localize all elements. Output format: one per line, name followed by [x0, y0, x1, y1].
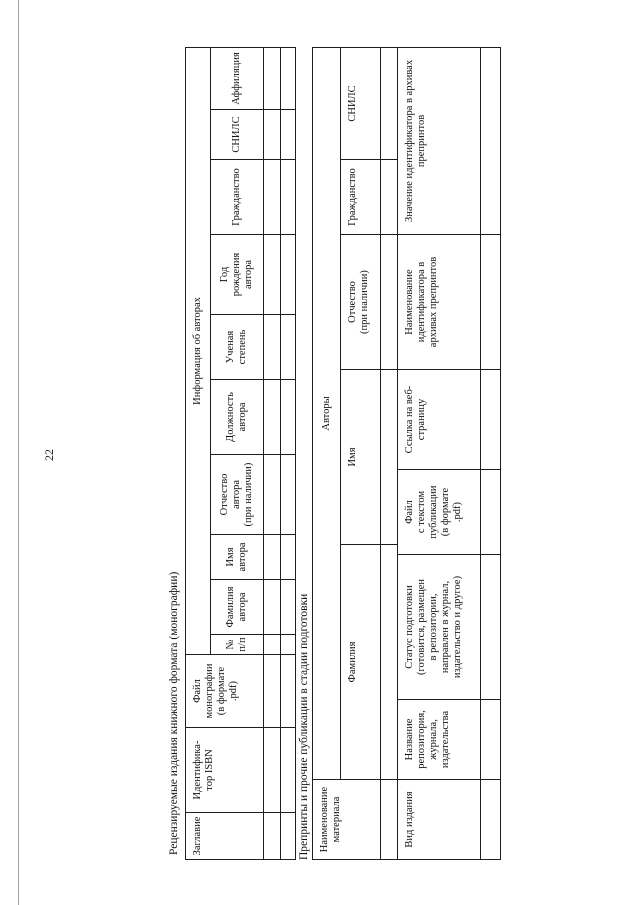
col-header-birth-year: Год рождения автора: [211, 235, 264, 315]
col-header-material-name: Наименование материала: [313, 780, 381, 860]
col-header-isbn: Идентифика- тор ISBN: [186, 728, 264, 813]
header-row: [398, 47, 481, 859]
col-header-first-name: Имя автора: [211, 535, 264, 580]
table-cell-empty: [481, 470, 501, 555]
preprints-table: [312, 47, 501, 860]
table-cell-empty: [281, 728, 296, 813]
col-header-snils: СНИЛС: [341, 47, 381, 159]
col-header-patronymic: Отчество (при наличии): [341, 235, 381, 370]
table-cell-empty: [481, 47, 501, 234]
col-header-publication-type: Вид издания: [398, 780, 481, 860]
table-row: [381, 47, 398, 859]
col-header-title: Заглавие: [186, 813, 264, 860]
col-header-authors-info: Информация об авторах: [186, 47, 211, 654]
header-row: [186, 47, 211, 859]
table-row: [481, 47, 501, 859]
table-cell-empty: [264, 580, 281, 635]
col-header-surname: Фамилия: [341, 545, 381, 780]
col-header-web-link: Ссылка на веб- страницу: [398, 370, 481, 470]
col-header-file: Файл с текстом публикации (в формате .pdf): [398, 470, 481, 555]
col-header-status: Статус подготовки (готовится, размещен в репозитории, направлен в журнал, издательство и другое): [398, 555, 481, 700]
table-cell-empty: [381, 160, 398, 235]
table-cell-empty: [264, 110, 281, 160]
table-cell-empty: [281, 635, 296, 655]
table-cell-empty: [264, 455, 281, 535]
page-number: 22: [42, 449, 56, 461]
table-cell-empty: [264, 160, 281, 235]
table-cell-empty: [281, 160, 296, 235]
table-cell-empty: [264, 235, 281, 315]
table-cell-empty: [264, 47, 281, 109]
table-cell-empty: [281, 455, 296, 535]
header-row: [313, 47, 341, 859]
table-cell-empty: [381, 370, 398, 545]
table-cell-empty: [381, 47, 398, 159]
table-row: [264, 47, 281, 859]
col-header-venue-name: Название репозитория, журнала, издательства: [398, 700, 481, 780]
table-cell-empty: [281, 47, 296, 109]
section-heading-preprints: Препринты и прочие публикации в стадии подготовки: [298, 593, 310, 860]
table-cell-empty: [481, 780, 501, 860]
col-header-citizenship: Гражданство: [211, 160, 264, 235]
section-heading-monographs: Рецензируемые издания книжного формата (монографии): [168, 571, 180, 855]
table-cell-empty: [264, 380, 281, 455]
table-cell-empty: [481, 700, 501, 780]
table-cell-empty: [281, 655, 296, 728]
table-cell-empty: [381, 780, 398, 860]
table-cell-empty: [381, 235, 398, 370]
table-cell-empty: [381, 545, 398, 780]
col-header-patronymic: Отчество автора (при наличии): [211, 455, 264, 535]
subheader-row: [341, 47, 381, 859]
table-cell-empty: [481, 370, 501, 470]
col-header-file: Файл монографии (в формате .pdf): [186, 655, 264, 728]
table-cell-empty: [281, 315, 296, 380]
table-cell-empty: [264, 655, 281, 728]
table-cell-empty: [281, 580, 296, 635]
table-row: [281, 47, 296, 859]
col-header-snils: СНИЛС: [211, 110, 264, 160]
col-header-citizenship: Гражданство: [341, 160, 381, 235]
table-cell-empty: [281, 380, 296, 455]
table-cell-empty: [264, 315, 281, 380]
table-cell-empty: [281, 235, 296, 315]
col-header-number: № п/п: [211, 635, 264, 655]
table-cell-empty: [481, 555, 501, 700]
col-header-degree: Ученая степень: [211, 315, 264, 380]
table-cell-empty: [281, 110, 296, 160]
col-header-identifier-name: Наименование идентификатора в архивах препринтов: [398, 235, 481, 370]
col-header-authors: Авторы: [313, 47, 341, 779]
table-cell-empty: [264, 813, 281, 860]
table-cell-empty: [264, 728, 281, 813]
table-cell-empty: [281, 535, 296, 580]
col-header-identifier-value: Значение идентификатора в архивах препринтов: [398, 47, 481, 234]
table-cell-empty: [264, 635, 281, 655]
table-cell-empty: [281, 813, 296, 860]
col-header-surname: Фамилия автора: [211, 580, 264, 635]
table-cell-empty: [264, 535, 281, 580]
monographs-table: [185, 47, 296, 860]
col-header-affiliation: Аффиляция: [211, 47, 264, 109]
col-header-position: Должность автора: [211, 380, 264, 455]
col-header-first-name: Имя: [341, 370, 381, 545]
table-cell-empty: [481, 235, 501, 370]
